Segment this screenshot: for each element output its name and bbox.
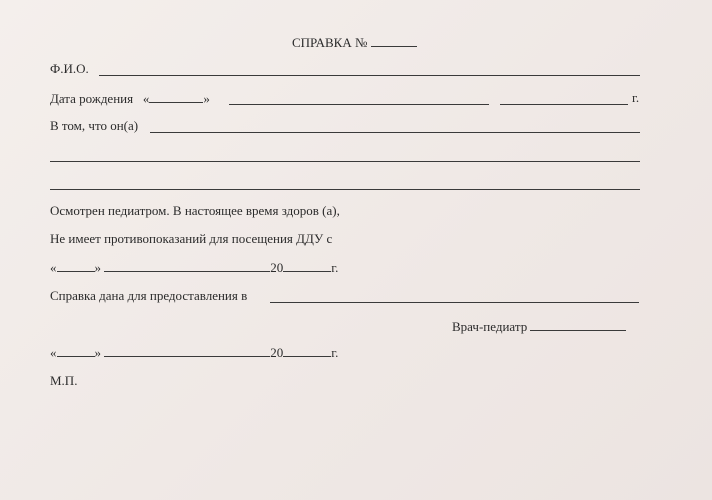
issue-year-field[interactable] bbox=[283, 344, 331, 357]
birth-label-text: Дата рождения bbox=[50, 91, 134, 106]
given-for-label: Справка дана для предоставления в bbox=[50, 288, 248, 303]
attend-year-suffix: г. bbox=[331, 260, 339, 275]
attend-quote-close: » bbox=[94, 260, 101, 275]
examined-text: Осмотрен педиатром. В настоящее время здоров (а), bbox=[50, 203, 340, 218]
doctor-signature-field[interactable] bbox=[530, 318, 626, 331]
attend-quote-open: « bbox=[50, 260, 57, 275]
certificate-number-field[interactable] bbox=[371, 34, 417, 47]
issue-month-field[interactable] bbox=[104, 344, 270, 357]
issue-day-field[interactable] bbox=[57, 344, 95, 357]
fio-label: Ф.И.О. bbox=[50, 61, 89, 76]
title-text: СПРАВКА № bbox=[292, 35, 368, 50]
in-that-line-3[interactable] bbox=[50, 189, 640, 190]
attend-century: 20 bbox=[270, 260, 284, 275]
issue-year-suffix: г. bbox=[331, 345, 339, 360]
birth-month-field[interactable] bbox=[229, 104, 489, 105]
birth-year-field[interactable] bbox=[500, 104, 628, 105]
birth-day-field[interactable] bbox=[149, 90, 203, 103]
attend-date bbox=[50, 259, 338, 276]
birth-label bbox=[50, 90, 210, 107]
attend-year-field[interactable] bbox=[283, 259, 331, 272]
birth-year-suffix: г. bbox=[632, 90, 640, 105]
no-contra-text: Не имеет противопоказаний для посещения ДДУ с bbox=[50, 231, 333, 246]
stamp-label: М.П. bbox=[50, 373, 78, 388]
birth-quote-close: » bbox=[203, 91, 210, 106]
issue-quote-close: » bbox=[94, 345, 101, 360]
issue-date bbox=[50, 344, 338, 361]
in-that-label: В том, что он(а) bbox=[50, 118, 139, 133]
attend-day-field[interactable] bbox=[57, 259, 95, 272]
attend-month-field[interactable] bbox=[104, 259, 270, 272]
in-that-line-2[interactable] bbox=[50, 161, 640, 162]
birth-quote-open: « bbox=[142, 91, 150, 106]
issue-quote-open: « bbox=[50, 345, 57, 360]
doctor-signature bbox=[452, 318, 626, 335]
in-that-field[interactable] bbox=[150, 132, 640, 133]
given-for-field[interactable] bbox=[270, 302, 639, 303]
form-title bbox=[292, 34, 417, 51]
doctor-label: Врач-педиатр bbox=[452, 319, 528, 334]
issue-century: 20 bbox=[270, 345, 284, 360]
fio-field[interactable] bbox=[99, 75, 640, 76]
